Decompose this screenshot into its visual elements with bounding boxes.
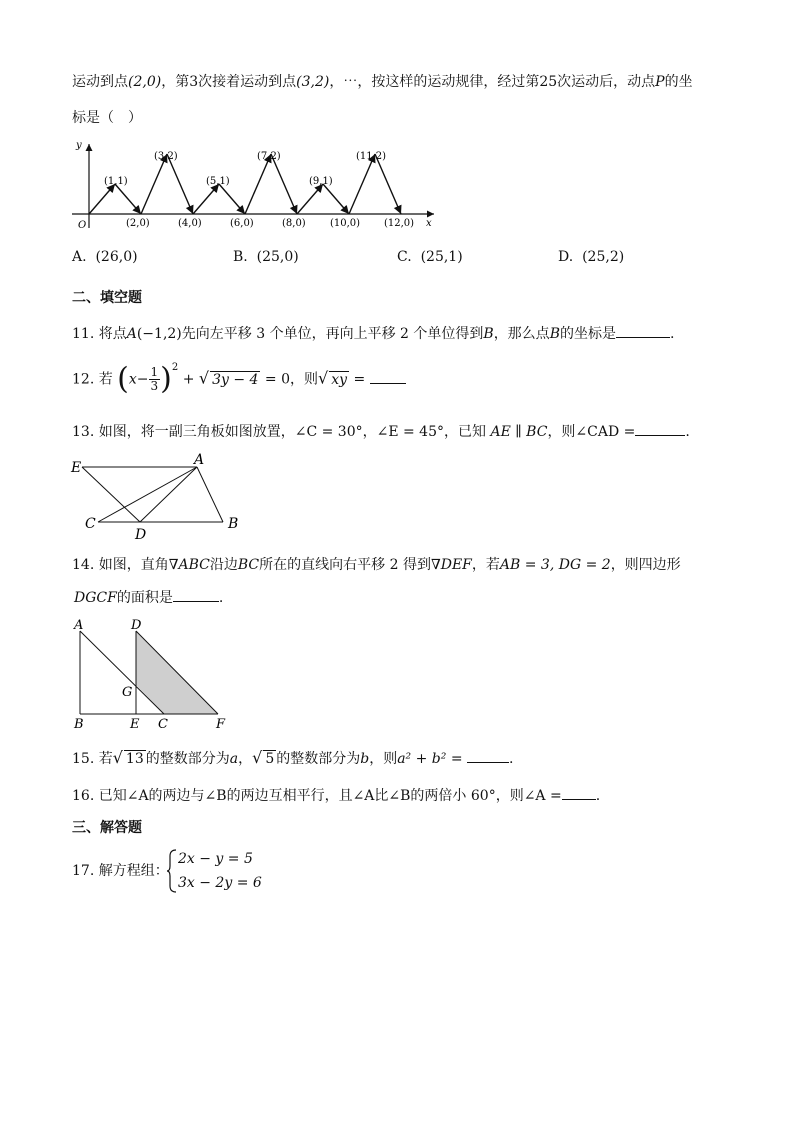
q14-number: 14. [72,557,95,573]
option-c-letter: C. [397,249,412,265]
q10-point-1: (2,0) [128,74,162,90]
q16-number: 16. [72,788,95,804]
q10-line2: 标是（ ） [72,110,142,126]
q11-text-d: 的坐标是 [559,326,616,342]
q14-text-e: ，则四边形 [610,557,681,573]
option-b-value: (25,0) [256,249,299,265]
q10-text-c: ，⋯，按这样的运动规律，经过第25次运动后，动点 [329,74,656,90]
q11 [72,323,674,344]
zigzag-path [89,154,401,214]
q11-number: 11. [72,326,95,342]
q15-expression: a² + b² = [397,751,463,767]
q14-end: . [218,590,224,606]
q10-line1 [72,72,693,92]
zigzag-segment [349,154,375,214]
q14-edge-bc: BC [237,557,260,573]
q10-text-d: 的坐 [664,74,693,90]
label-2-0: (2,0) [126,218,150,229]
q13-triangle-figure [68,450,244,544]
q11-coords: (−1,2) [136,326,182,342]
q15-text-a: 若 [98,751,113,767]
q15-text-e: ，则 [369,751,398,767]
q12-radical-1: √ [198,368,210,388]
q12-left-paren: ( [117,361,129,397]
zigzag-segment [219,184,245,214]
q13-answer-blank[interactable] [635,421,685,436]
q11-text-b: 先向左平移 3 个单位，再向上平移 2 个单位得到 [181,326,484,342]
q11-text-a: 将点 [98,326,127,342]
y-axis-label: y [76,140,82,151]
q15-answer-blank[interactable] [467,748,509,763]
zigzag-segment [193,184,219,214]
zigzag-segment [141,154,167,214]
zigzag-segment [115,184,141,214]
q14-quad: DGCF [74,590,117,606]
q11-point-a: A [126,326,137,342]
origin-label: O [78,220,87,231]
label-3-2: (3,2) [154,151,178,162]
q16-end: . [595,788,601,804]
q16-answer-blank[interactable] [562,785,596,800]
q15-text-d: 的整数部分为 [276,751,361,767]
q15-var-a: a [229,751,239,767]
q12 [72,361,406,397]
fig14-label-b: B [74,717,84,730]
section-2-heading: 二、填空题 [72,290,142,306]
q16-text: 已知∠A的两边与∠B的两边互相平行，且∠A比∠B的两倍小 60°，则∠A = [98,788,562,804]
fig13-label-b: B [228,516,239,532]
q12-eq: = [353,371,366,388]
q13-text-2: ，则∠CAD = [547,424,636,440]
fig14-label-c: C [158,717,168,730]
q10-text-b: ，第3次接着运动到点 [161,74,297,90]
q13-number: 13. [72,424,95,440]
q11-point-b2: B [549,326,560,342]
section-3-heading: 三、解答题 [72,820,142,836]
zigzag-segment [245,154,271,214]
fig14-label-a: A [74,618,84,633]
q14-text-d: ，若 [471,557,500,573]
q15-var-b: b [360,751,370,767]
q12-text-a: 若 [98,371,113,388]
label-9-1: (9,1) [309,176,333,187]
q12-number: 12. [72,371,95,388]
q17-brace [166,848,178,894]
option-d-letter: D. [558,249,574,265]
q12-plus: + [182,371,195,388]
q14-text-c: 所在的直线向右平移 2 得到 [259,557,431,573]
q12-eq-zero: = 0 [264,371,291,388]
q14-text-f: 的面积是 [116,590,173,606]
label-11-2: (11,2) [356,151,387,162]
label-4-0: (4,0) [178,218,202,229]
q12-minus: − [136,371,149,388]
q10-point-2: (3,2) [296,74,330,90]
q10-text-a: 运动到点 [72,74,128,90]
zigzag-segment [297,184,323,214]
q11-point-b: B [483,326,494,342]
fig13-label-a: A [194,452,205,468]
q12-radicand-1: 3y − 4 [212,371,259,388]
q17-equation-2: 3x − 2y = 6 [178,875,262,891]
q15-radical-2: √ [252,748,263,767]
q12-radical-2: √ [318,368,329,388]
q14-triangle-2: ∇DEF [430,557,472,573]
option-c[interactable] [397,249,463,265]
label-8-0: (8,0) [282,218,306,229]
q12-frac-den: 3 [150,379,159,394]
q15-radicand-13: 13 [125,751,144,767]
q13-text: 如图，将一副三角板如图放置，∠C = 30°，∠E = 45°，已知 [98,424,487,440]
fig13-label-d: D [135,527,147,543]
q17 [72,861,169,881]
q16 [72,785,600,806]
zigzag-segment [323,184,349,214]
q12-answer-blank[interactable] [370,369,406,384]
option-b[interactable] [233,249,299,265]
label-7-2: (7,2) [257,151,281,162]
q15-text-b: 的整数部分为 [145,751,230,767]
zigzag-segment [89,184,115,214]
q17-number: 17. [72,863,95,879]
q12-exponent: 2 [171,362,179,373]
zigzag-segment [167,154,193,214]
q15-radicand-5: 5 [265,751,275,767]
option-a[interactable] [72,249,138,265]
label-10-0: (10,0) [330,218,361,229]
q15-text-c: ， [238,751,253,767]
label-12-0: (12,0) [384,218,415,229]
q15-radical-1: √ [112,748,123,767]
q14-triangle-1: ∇ABC [168,557,210,573]
q10-point-p: P [655,74,665,90]
x-axis-label: x [426,218,432,229]
option-d-value: (25,2) [582,249,625,265]
label-1-1: (1,1) [104,176,128,187]
q14-line1 [72,555,681,575]
q15-number: 15. [72,751,95,767]
fig13-label-e: E [71,460,82,476]
q14-text-b: 沿边 [209,557,238,573]
label-6-0: (6,0) [230,218,254,229]
option-b-letter: B. [233,249,248,265]
option-d[interactable] [558,249,624,265]
fig14-label-d: D [131,618,142,633]
q11-answer-blank[interactable] [616,323,670,338]
q14-text-a: 如图，直角 [98,557,169,573]
q17-text: 解方程组： [98,863,169,879]
q11-end: . [669,326,675,342]
q15-end: . [509,751,514,767]
q13-parallel: AE ∥ BC [490,424,548,440]
q14-condition: AB = 3, DG = 2 [499,557,611,573]
option-a-letter: A. [72,249,87,265]
q11-text-c: ，那么点 [493,326,550,342]
fig14-label-g: G [122,685,133,700]
q12-text-b: ，则 [290,371,319,388]
q12-radicand-2: xy [331,371,348,388]
q14-translation-figure [70,616,234,730]
q12-var-x: x [128,371,137,388]
q10-zigzag-graph [68,138,440,234]
q14-line2 [74,587,223,608]
zigzag-segment [271,154,297,214]
fig13-label-c: C [85,516,96,532]
q13 [72,421,690,442]
q15 [72,748,513,769]
label-5-1: (5,1) [206,176,230,187]
option-a-value: (26,0) [95,249,138,265]
fig14-label-e: E [130,717,140,730]
q17-equation-1: 2x − y = 5 [178,851,253,867]
q12-fraction [149,366,161,393]
zigzag-segment [375,154,401,214]
q14-answer-blank[interactable] [173,587,219,602]
q13-end: . [685,424,690,440]
q12-right-paren: ) [160,361,172,397]
fig14-label-f: F [216,717,226,730]
option-c-value: (25,1) [420,249,463,265]
q12-frac-num: 1 [150,365,159,380]
